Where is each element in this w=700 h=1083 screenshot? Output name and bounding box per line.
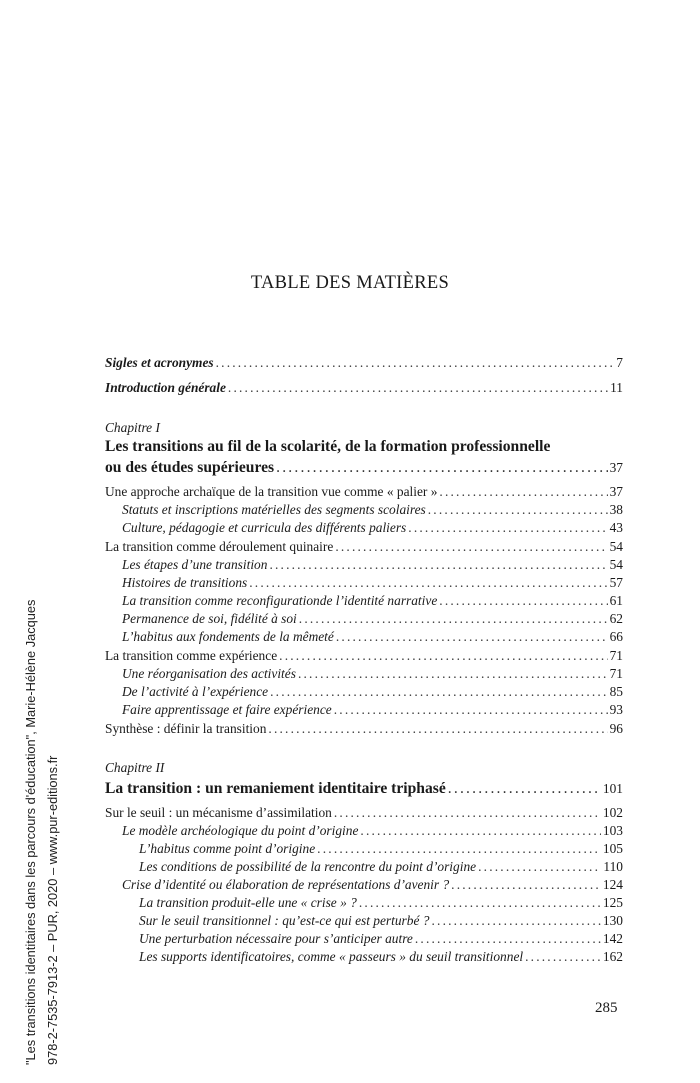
toc-entry-label: Le modèle archéologique du point d’origine [122,823,359,838]
leader-dots [298,664,608,684]
leader-dots [299,609,608,629]
leader-dots [448,779,601,799]
toc-entry-page: 101 [602,781,623,796]
toc-entry-label: Sur le seuil : un mécanisme d’assimilation [105,805,332,820]
toc-entry-label: Synthèse : définir la transition [105,721,267,736]
leader-dots [249,573,607,593]
chapter-1-title-row[interactable] [105,458,623,478]
leader-dots [415,929,601,949]
leader-dots [478,857,601,877]
toc-entry-page: 54 [609,557,623,572]
toc-entry-page: 102 [602,805,623,820]
page-number: 285 [595,1000,618,1016]
toc-entry-label: Faire apprentissage et faire expérience [122,702,332,717]
toc-entry-page: 38 [609,502,623,517]
toc-entry-page: 105 [602,841,623,856]
toc-subsubsection[interactable] [105,911,623,931]
toc-entry-page: 125 [602,895,623,910]
chapter-1-title-line1: Les transitions au fil de la scolarité, de la formation professionnelle [105,438,551,455]
toc-section[interactable] [105,482,623,502]
toc-entry-page: 7 [616,355,623,370]
toc-entry-page: 124 [602,877,623,892]
toc-entry-label: Une approche archaïque de la transition vue comme « palier » [105,484,438,499]
toc-subsubsection[interactable] [105,929,623,949]
toc-entry-page: 54 [609,539,623,554]
leader-dots [269,555,607,575]
toc-entry-label: Statuts et inscriptions matérielles des segments scolaires [122,502,426,517]
leader-dots [317,839,601,859]
toc-entry-page: 85 [609,684,623,699]
toc-entry-label: Permanence de soi, fidélité à soi [122,611,297,626]
toc-subsection[interactable] [105,700,623,720]
toc-entry-page: 162 [602,949,623,964]
leader-dots [451,875,601,895]
toc-subsection[interactable] [105,682,623,702]
leader-dots [408,518,607,538]
toc-entry-page: 96 [609,721,623,736]
toc-entry-label: Crise d’identité ou élaboration de représentations d’avenir ? [122,877,450,892]
toc-entry-page: 142 [602,931,623,946]
toc-entry-label: Les étapes d’une transition [122,557,268,572]
chapter-1-number: Chapitre I [105,420,160,435]
toc-entry-label: L’habitus comme point d’origine [139,841,316,856]
leader-dots [360,821,601,841]
toc-entry-label: Sigles et acronymes [105,355,214,370]
toc-subsection[interactable] [105,518,623,538]
leader-dots [334,803,601,823]
toc-entry-label: De l’activité à l’expérience [122,684,269,699]
table-of-contents [105,0,623,1083]
toc-subsection[interactable] [105,821,623,841]
leader-dots [336,627,608,647]
leader-dots [276,458,608,478]
toc-entry-label: Sur le seuil transitionnel : qu’est-ce qui est perturbé ? [139,913,430,928]
leader-dots [428,500,608,520]
leader-dots [335,537,607,557]
leader-dots [359,893,601,913]
toc-entry-label: Introduction générale [105,380,226,395]
side-watermark-line2: 978-2-7535-7913-2 – PUR, 2020 – www.pur-editions.fr [45,755,60,1065]
page-title: TABLE DES MATIÈRES [250,273,450,293]
toc-entry-label: La transition comme expérience [105,648,278,663]
leader-dots [268,719,607,739]
toc-entry-label: La transition comme déroulement quinaire [105,539,334,554]
toc-section[interactable] [105,537,623,557]
toc-subsubsection[interactable] [105,857,623,877]
toc-subsubsection[interactable] [105,893,623,913]
leader-dots [228,378,608,398]
leader-dots [216,353,615,373]
chapter-2-title: La transition : un remaniement identitaire triphasé [105,780,446,797]
leader-dots [270,682,608,702]
leader-dots [334,700,608,720]
toc-entry-label: Une réorganisation des activités [122,666,296,681]
toc-entry-label: Histoires de transitions [122,575,248,590]
toc-entry-page: 110 [603,859,623,874]
leader-dots [439,591,607,611]
toc-entry-label: Les supports identificatoires, comme « passeurs » du seuil transitionnel [139,949,524,964]
toc-subsection[interactable] [105,500,623,520]
toc-entry-label: La transition comme reconfigurationde l’identité narrative [122,593,438,608]
toc-entry-page: 71 [609,666,623,681]
toc-subsection[interactable] [105,573,623,593]
leader-dots [439,482,607,502]
toc-entry-label: Une perturbation nécessaire pour s’anticiper autre [139,931,413,946]
toc-section[interactable] [105,803,623,823]
toc-subsection[interactable] [105,609,623,629]
toc-entry-page: 61 [609,593,623,608]
toc-section[interactable] [105,646,623,666]
leader-dots [525,947,601,967]
toc-subsubsection[interactable] [105,947,623,967]
toc-entry-page: 11 [610,380,623,395]
toc-subsection[interactable] [105,875,623,895]
toc-entry-page: 93 [609,702,623,717]
toc-entry-page: 37 [609,484,623,499]
side-watermark [20,495,64,1065]
toc-entry-label: La transition produit-elle une « crise » ? [139,895,357,910]
toc-subsection[interactable] [105,591,623,611]
chapter-1-title-line2: ou des études supérieures [105,459,275,476]
toc-entry-page: 37 [609,460,623,475]
toc-entry-page: 130 [602,913,623,928]
toc-entry-page: 103 [602,823,623,838]
toc-entry-page: 57 [609,575,623,590]
toc-subsection[interactable] [105,555,623,575]
toc-entry-page: 66 [609,629,623,644]
toc-entry-page: 71 [609,648,623,663]
toc-entry-label: Culture, pédagogie et curricula des différents paliers [122,520,407,535]
toc-entry-label: L’habitus aux fondements de la mêmeté [122,629,334,644]
leader-dots [431,911,600,931]
toc-entry-page: 62 [609,611,623,626]
toc-section[interactable] [105,719,623,739]
toc-subsubsection[interactable] [105,839,623,859]
chapter-2-title-row[interactable] [105,779,623,799]
toc-subsection[interactable] [105,664,623,684]
chapter-2-number: Chapitre II [105,760,165,775]
toc-entry-sigles[interactable] [105,353,623,373]
toc-subsection[interactable] [105,627,623,647]
leader-dots [279,646,607,666]
toc-entry-introduction[interactable] [105,378,623,398]
toc-entry-label: Les conditions de possibilité de la rencontre du point d’origine [139,859,477,874]
toc-entry-page: 43 [609,520,623,535]
side-watermark-line1: "Les transitions identitaires dans les parcours d'éducation", Marie-Hélène Jacques [23,599,38,1065]
